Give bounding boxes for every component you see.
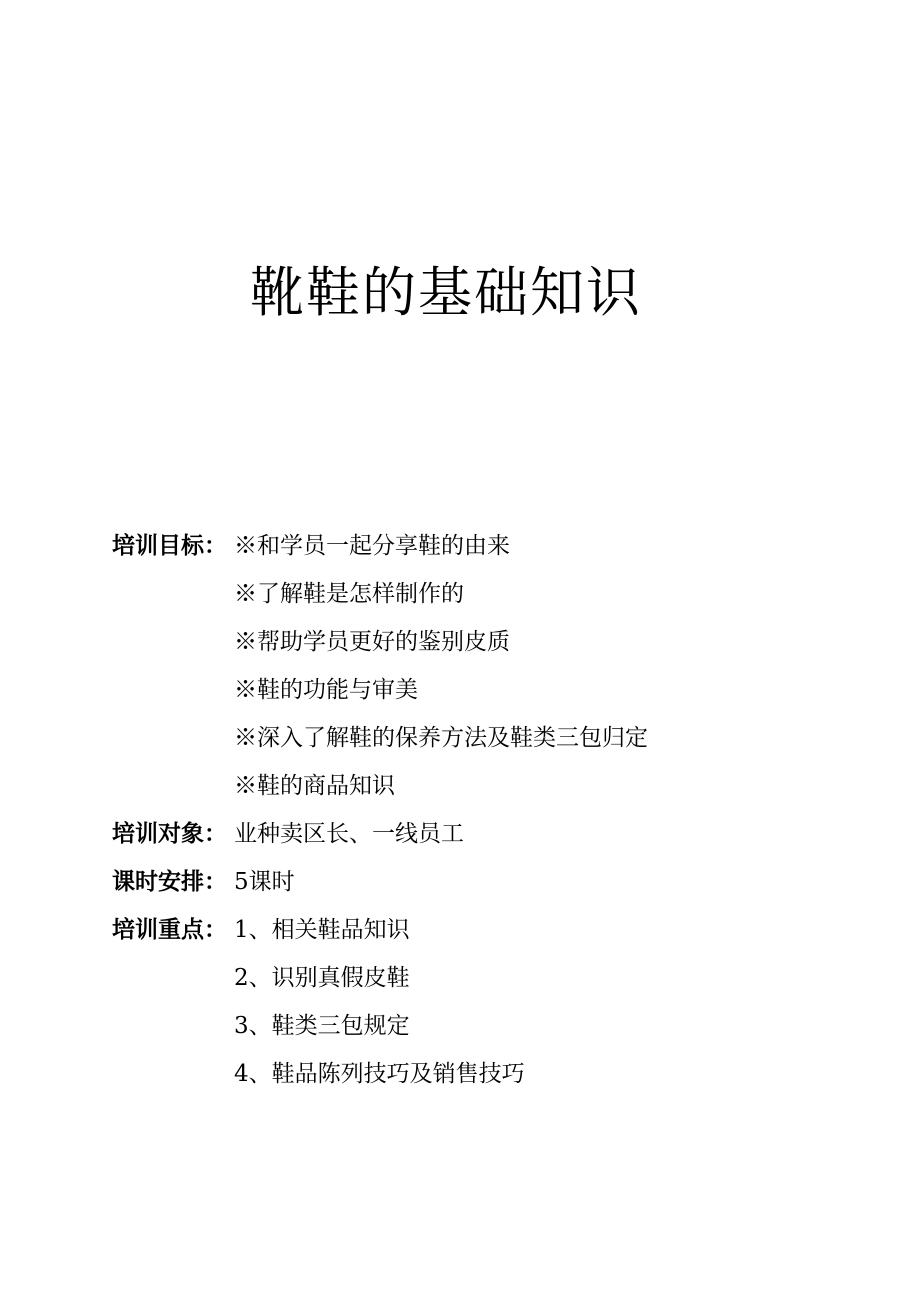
- focus-item: 4、鞋品陈列技巧及销售技巧: [234, 1061, 525, 1087]
- focus-item: 3、鞋类三包规定: [234, 1013, 410, 1039]
- goals-row: [112, 570, 872, 618]
- goals-row: [112, 522, 872, 570]
- goal-item: ※鞋的商品知识: [234, 773, 395, 799]
- goals-label: 培训目标：: [112, 533, 227, 559]
- goals-row: [112, 714, 872, 762]
- goals-row: [112, 618, 872, 666]
- goal-item: ※帮助学员更好的鉴别皮质: [234, 629, 510, 655]
- focus-label: 培训重点：: [112, 917, 227, 943]
- audience-row: [112, 810, 872, 858]
- focus-row: [112, 1050, 872, 1098]
- schedule-value: 5课时: [234, 869, 295, 895]
- goal-item: ※了解鞋是怎样制作的: [234, 581, 464, 607]
- audience-value: 业种卖区长、一线员工: [234, 821, 464, 847]
- focus-item: 1、相关鞋品知识: [234, 917, 410, 943]
- page-title: 靴鞋的基础知识: [250, 261, 642, 324]
- focus-row: [112, 906, 872, 954]
- focus-row: [112, 1002, 872, 1050]
- training-info: [112, 522, 872, 1098]
- schedule-row: [112, 858, 872, 906]
- focus-item: 2、识别真假皮鞋: [234, 965, 410, 991]
- focus-row: [112, 954, 872, 1002]
- goals-row: [112, 762, 872, 810]
- goal-item: ※深入了解鞋的保养方法及鞋类三包归定: [234, 725, 648, 751]
- goals-row: [112, 666, 872, 714]
- goal-item: ※和学员一起分享鞋的由来: [234, 533, 510, 559]
- goal-item: ※鞋的功能与审美: [234, 677, 418, 703]
- schedule-label: 课时安排：: [112, 869, 227, 895]
- audience-label: 培训对象：: [112, 821, 227, 847]
